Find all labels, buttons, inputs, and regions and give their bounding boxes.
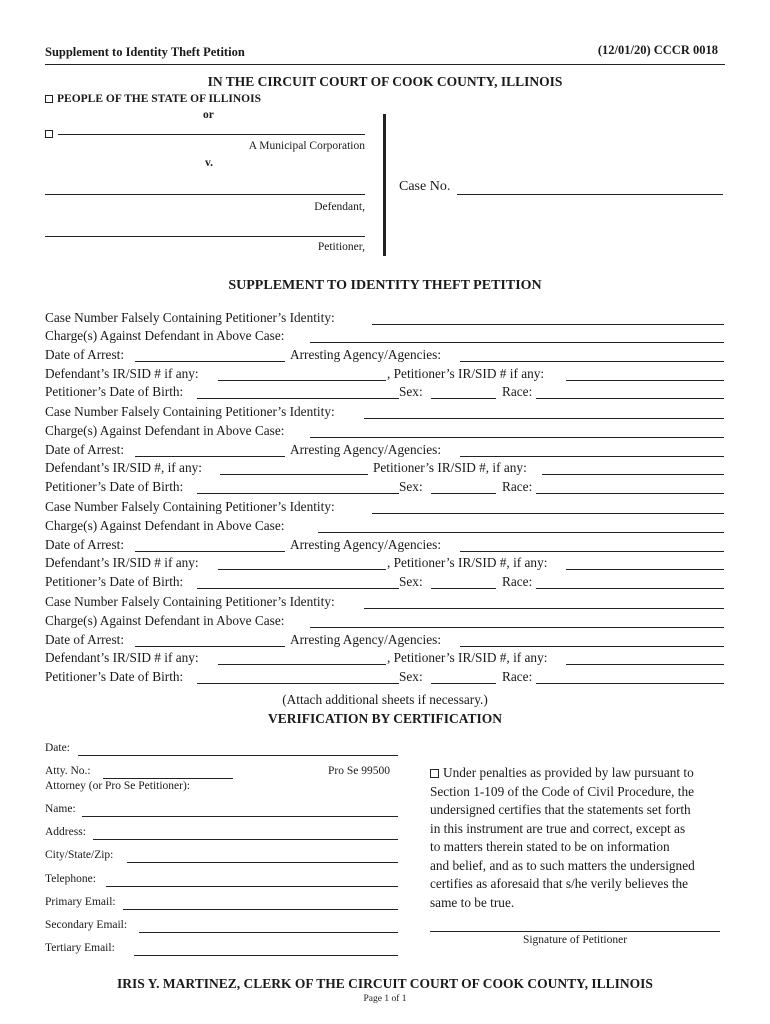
case-no-label: Case No. xyxy=(399,179,451,194)
race-field[interactable] xyxy=(536,493,724,494)
race-label: Race: xyxy=(502,384,533,399)
attach-note: (Attach additional sheets if necessary.) xyxy=(282,692,488,707)
main-title: SUPPLEMENT TO IDENTITY THEFT PETITION xyxy=(228,278,542,293)
municipal-name-line[interactable] xyxy=(58,134,365,135)
dob-label: Petitioner’s Date of Birth: xyxy=(45,384,184,399)
agency-label: Arresting Agency/Agencies: xyxy=(290,632,442,647)
charges-field[interactable] xyxy=(318,532,724,533)
certification-line: certifies as aforesaid that s/he verily believes the xyxy=(430,876,689,891)
sex-label: Sex: xyxy=(399,479,423,494)
pro-se-number: Pro Se 99500 xyxy=(328,765,390,777)
name-field[interactable] xyxy=(82,816,398,817)
date-arrest-label: Date of Arrest: xyxy=(45,442,125,457)
municipal-label: A Municipal Corporation xyxy=(248,140,365,152)
charges-label: Charge(s) Against Defendant in Above Case: xyxy=(45,613,285,628)
primary-email-label: Primary Email: xyxy=(45,896,116,908)
charges-label: Charge(s) Against Defendant in Above Case: xyxy=(45,328,285,343)
dob-field[interactable] xyxy=(197,493,399,494)
certification-line: undersigned certifies that the statements set forth xyxy=(430,802,691,817)
petitioner-name-line[interactable] xyxy=(45,236,365,237)
clerk-footer: IRIS Y. MARTINEZ, CLERK OF THE CIRCUIT COURT OF COOK COUNTY, ILLINOIS xyxy=(117,976,653,991)
pet-irsid-field[interactable] xyxy=(542,474,724,475)
certification-line[interactable]: Under penalties as provided by law pursuant to xyxy=(430,764,695,783)
dob-label: Petitioner’s Date of Birth: xyxy=(45,669,184,684)
race-field[interactable] xyxy=(536,588,724,589)
court-name: IN THE CIRCUIT COURT OF COOK COUNTY, ILLINOIS xyxy=(207,74,563,89)
certification-line: in this instrument are true and correct, except as xyxy=(430,820,686,836)
agency-label: Arresting Agency/Agencies: xyxy=(290,347,442,362)
case-number-field[interactable] xyxy=(372,513,724,514)
race-field[interactable] xyxy=(536,398,724,399)
municipal-checkbox[interactable] xyxy=(45,130,53,138)
dob-field[interactable] xyxy=(197,588,399,589)
agency-field[interactable] xyxy=(460,456,724,457)
pet-irsid-label: , Petitioner’s IR/SID #, if any: xyxy=(387,650,548,665)
race-label: Race: xyxy=(502,574,533,589)
date-arrest-field[interactable] xyxy=(135,646,285,647)
people-option[interactable]: PEOPLE OF THE STATE OF ILLINOIS xyxy=(45,93,261,105)
defendant-label: Defendant, xyxy=(314,201,365,213)
dob-label: Petitioner’s Date of Birth: xyxy=(45,574,184,589)
page-number: Page 1 of 1 xyxy=(363,994,407,1004)
sex-label: Sex: xyxy=(399,669,423,684)
dob-label: Petitioner’s Date of Birth: xyxy=(45,479,184,494)
charges-field[interactable] xyxy=(310,627,724,628)
sex-label: Sex: xyxy=(399,574,423,589)
pet-irsid-label: , Petitioner’s IR/SID #, if any: xyxy=(387,555,548,570)
date-arrest-label: Date of Arrest: xyxy=(45,632,125,647)
date-field[interactable] xyxy=(78,755,398,756)
city-label: City/State/Zip: xyxy=(45,849,114,861)
form-title: Supplement to Identity Theft Petition xyxy=(45,45,245,59)
def-irsid-field[interactable] xyxy=(218,380,386,381)
date-arrest-label: Date of Arrest: xyxy=(45,537,125,552)
date-arrest-field[interactable] xyxy=(135,456,285,457)
defendant-name-line[interactable] xyxy=(45,194,365,195)
secondary-email-field[interactable] xyxy=(139,932,398,933)
date-label: Date: xyxy=(45,742,70,754)
agency-field[interactable] xyxy=(460,551,724,552)
name-label: Name: xyxy=(45,803,76,815)
people-checkbox[interactable] xyxy=(45,95,53,103)
telephone-label: Telephone: xyxy=(45,873,96,885)
signature-line[interactable] xyxy=(430,931,720,932)
race-field[interactable] xyxy=(536,683,724,684)
race-label: Race: xyxy=(502,479,533,494)
charges-label: Charge(s) Against Defendant in Above Case: xyxy=(45,423,285,438)
pet-irsid-field[interactable] xyxy=(566,569,724,570)
def-irsid-label: Defendant’s IR/SID # if any: xyxy=(45,650,199,665)
verification-title: VERIFICATION BY CERTIFICATION xyxy=(267,711,503,726)
agency-label: Arresting Agency/Agencies: xyxy=(290,442,442,457)
primary-email-field[interactable] xyxy=(123,909,398,910)
charges-label: Charge(s) Against Defendant in Above Case: xyxy=(45,518,285,533)
certification-line: to matters therein stated to be on information xyxy=(430,839,670,854)
address-label: Address: xyxy=(45,826,86,838)
date-arrest-field[interactable] xyxy=(135,361,285,362)
tertiary-email-label: Tertiary Email: xyxy=(45,942,115,954)
case-number-label: Case Number Falsely Containing Petitioner’s Identity: xyxy=(45,594,335,609)
def-irsid-field[interactable] xyxy=(220,474,368,475)
attorney-label: Attorney (or Pro Se Petitioner): xyxy=(45,780,191,792)
caption-divider xyxy=(383,114,386,256)
case-number-label: Case Number Falsely Containing Petitioner’s Identity: xyxy=(45,310,335,325)
sex-field[interactable] xyxy=(431,398,496,399)
def-irsid-label: Defendant’s IR/SID # if any: xyxy=(45,366,199,381)
case-number-field[interactable] xyxy=(372,324,724,325)
date-arrest-label: Date of Arrest: xyxy=(45,347,125,362)
sex-label: Sex: xyxy=(399,384,423,399)
case-number-label: Case Number Falsely Containing Petitioner’s Identity: xyxy=(45,404,335,419)
def-irsid-field[interactable] xyxy=(218,569,386,570)
charges-field[interactable] xyxy=(310,342,724,343)
sex-field[interactable] xyxy=(431,493,496,494)
case-number-field[interactable] xyxy=(364,608,724,609)
or-label: or xyxy=(203,109,214,121)
case-number-label: Case Number Falsely Containing Petitioner’s Identity: xyxy=(45,499,335,514)
certification-checkbox[interactable] xyxy=(430,769,439,778)
agency-field[interactable] xyxy=(460,646,724,647)
pet-irsid-field[interactable] xyxy=(566,664,724,665)
certification-line: Section 1-109 of the Code of Civil Procedure, the xyxy=(430,783,695,799)
certification-line: and belief, and as to such matters the undersigned xyxy=(430,857,695,873)
pet-irsid-label: , Petitioner’s IR/SID # if any: xyxy=(387,366,545,381)
certification-line: same to be true. xyxy=(430,894,515,910)
agency-label: Arresting Agency/Agencies: xyxy=(290,537,442,552)
pet-irsid-field[interactable] xyxy=(566,380,724,381)
sex-field[interactable] xyxy=(431,683,496,684)
certification-text xyxy=(430,764,695,912)
atty-no-label: Atty. No.: xyxy=(45,765,91,777)
signature-label: Signature of Petitioner xyxy=(522,934,628,946)
pet-irsid-label: Petitioner’s IR/SID #, if any: xyxy=(373,460,527,475)
address-field[interactable] xyxy=(93,839,398,840)
date-arrest-field[interactable] xyxy=(135,551,285,552)
secondary-email-label: Secondary Email: xyxy=(45,919,128,931)
agency-field[interactable] xyxy=(460,361,724,362)
header-rule xyxy=(45,64,725,65)
telephone-field[interactable] xyxy=(106,886,398,887)
def-irsid-label: Defendant’s IR/SID #, if any: xyxy=(45,460,202,475)
charges-field[interactable] xyxy=(310,437,724,438)
dob-field[interactable] xyxy=(197,683,399,684)
race-label: Race: xyxy=(502,669,533,684)
petitioner-label: Petitioner, xyxy=(317,241,365,253)
case-number-field[interactable] xyxy=(364,418,724,419)
sex-field[interactable] xyxy=(431,588,496,589)
case-no-line[interactable] xyxy=(457,194,723,195)
def-irsid-label: Defendant’s IR/SID # if any: xyxy=(45,555,199,570)
tertiary-email-field[interactable] xyxy=(134,955,398,956)
def-irsid-field[interactable] xyxy=(218,664,386,665)
atty-no-field[interactable] xyxy=(103,778,233,779)
city-field[interactable] xyxy=(127,862,398,863)
municipal-option[interactable] xyxy=(45,124,57,142)
versus-label: v. xyxy=(205,157,213,169)
form-code: (12/01/20) CCCR 0018 xyxy=(597,43,718,57)
dob-field[interactable] xyxy=(197,398,399,399)
